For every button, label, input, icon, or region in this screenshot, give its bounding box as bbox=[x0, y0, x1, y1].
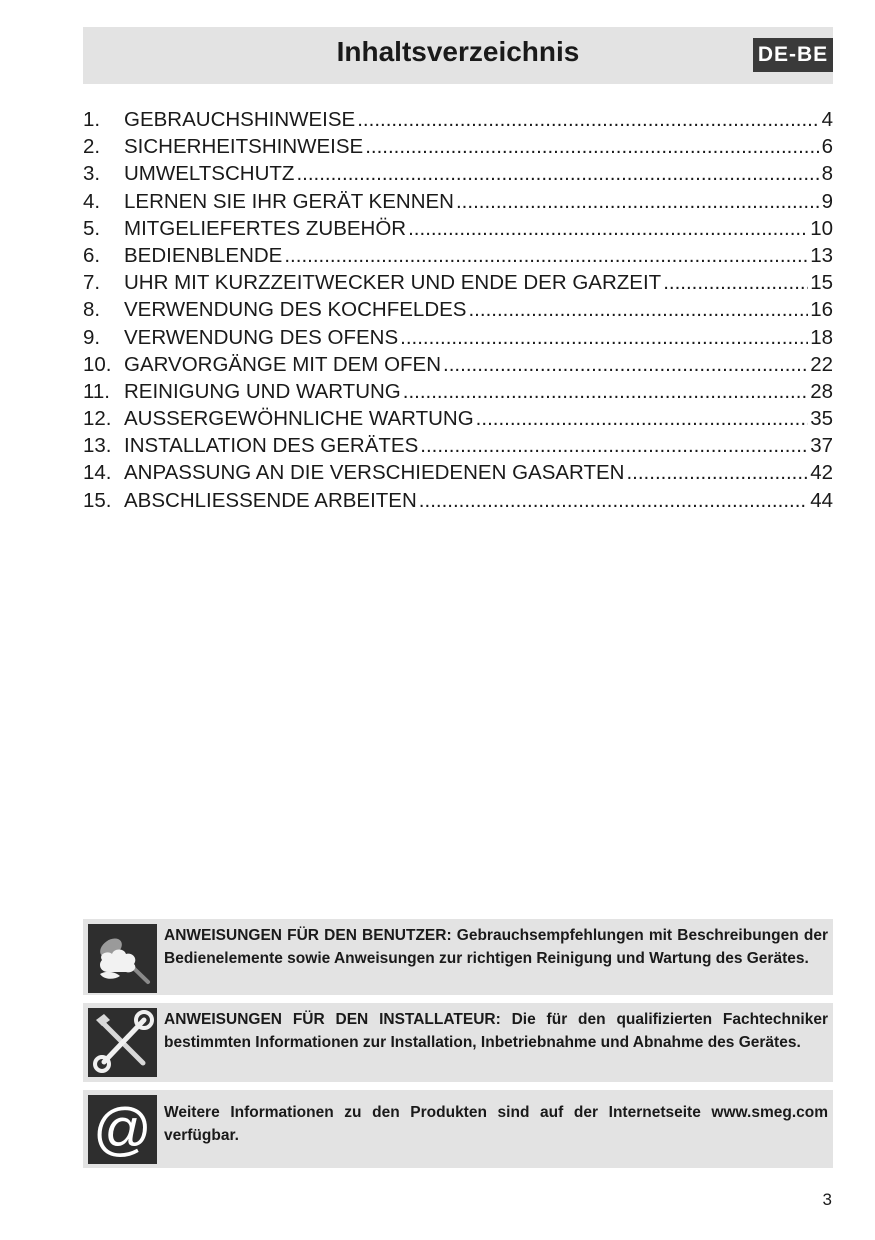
page-header bbox=[83, 27, 833, 84]
toc-entry bbox=[83, 106, 833, 133]
toc-entry-title: REINIGUNG UND WARTUNG bbox=[124, 379, 401, 403]
toc-entry-page: 4 bbox=[821, 108, 833, 131]
toc-entry-page: 35 bbox=[810, 407, 833, 431]
page-title: Inhaltsverzeichnis bbox=[336, 36, 580, 67]
toc-entry-title: UHR MIT KURZZEITWECKER UND ENDE DER GARZEIT bbox=[124, 271, 662, 295]
toc-entry-title: UMWELTSCHUTZ bbox=[124, 162, 295, 186]
toc-entry bbox=[83, 269, 833, 296]
toc-entry-number: 14. bbox=[83, 461, 112, 485]
user-instructions-text: ANWEISUNGEN FÜR DEN BENUTZER: Gebrauchsempfehlungen mit Beschreibungen der Bedienelemente sowie Anweisungen zur richtigen Reinigung und Wartung des Gerätes. bbox=[164, 927, 828, 967]
toc-entry-number: 4. bbox=[83, 189, 101, 213]
toc-entry bbox=[83, 160, 833, 187]
toc-entry-title: VERWENDUNG DES KOCHFELDES bbox=[124, 298, 467, 322]
toc-dot-leader bbox=[626, 459, 808, 486]
svg-text:@: @ bbox=[93, 1097, 152, 1162]
installer-instructions-text: ANWEISUNGEN FÜR DEN INSTALLATEUR: Die für den qualifizierten Fachtechniker bestimmten Informationen zur Installation, Inbetriebnahme und Abnahme des Gerätes. bbox=[164, 1011, 828, 1051]
toc-entry bbox=[83, 324, 833, 351]
info-box-web bbox=[83, 1090, 833, 1168]
table-of-contents bbox=[83, 106, 833, 514]
toc-entry-number: 8. bbox=[83, 298, 101, 322]
toc-entry-number: 6. bbox=[83, 243, 101, 267]
toc-dot-leader bbox=[357, 106, 819, 133]
toc-dot-leader bbox=[408, 215, 808, 242]
toc-dot-leader bbox=[296, 160, 819, 187]
info-box-user bbox=[83, 919, 833, 995]
toc-entry-page: 22 bbox=[810, 352, 833, 376]
toc-dot-leader bbox=[403, 378, 808, 405]
toc-entry bbox=[83, 432, 833, 459]
toc-entry-page: 13 bbox=[810, 243, 833, 267]
toc-entry-number: 10. bbox=[83, 352, 112, 376]
toc-entry-page: 10 bbox=[810, 216, 833, 240]
toc-dot-leader bbox=[400, 324, 808, 351]
toc-entry-title: GARVORGÄNGE MIT DEM OFEN bbox=[124, 352, 442, 376]
toc-entry-page: 18 bbox=[810, 325, 833, 349]
toc-entry bbox=[83, 351, 833, 378]
toc-entry-title: GEBRAUCHSHINWEISE bbox=[124, 108, 356, 131]
toc-dot-leader bbox=[468, 296, 808, 323]
toc-entry-number: 2. bbox=[83, 135, 101, 159]
language-badge: DE-BE bbox=[753, 38, 833, 72]
toc-entry bbox=[83, 215, 833, 242]
toc-dot-leader bbox=[456, 188, 820, 215]
toc-entry-number: 9. bbox=[83, 325, 101, 349]
toc-entry-page: 6 bbox=[821, 135, 833, 159]
at-sign-icon bbox=[88, 1095, 157, 1164]
toc-entry-number: 1. bbox=[83, 108, 101, 131]
toc-entry bbox=[83, 296, 833, 323]
toc-entry-title: AUSSERGEWÖHNLICHE WARTUNG bbox=[124, 407, 474, 431]
toc-entry bbox=[83, 405, 833, 432]
toc-dot-leader bbox=[365, 133, 819, 160]
toc-entry-number: 3. bbox=[83, 162, 101, 186]
user-instructions-icon bbox=[88, 924, 157, 993]
toc-entry-page: 8 bbox=[821, 162, 833, 186]
toc-entry-number: 13. bbox=[83, 434, 112, 458]
toc-entry bbox=[83, 459, 833, 486]
toc-entry-title: VERWENDUNG DES OFENS bbox=[124, 325, 399, 349]
toc-dot-leader bbox=[284, 242, 808, 269]
toc-entry-page: 9 bbox=[821, 189, 833, 213]
toc-entry-title: MITGELIEFERTES ZUBEHÖR bbox=[124, 216, 407, 240]
toc-entry-page: 28 bbox=[810, 379, 833, 403]
toc-entry bbox=[83, 378, 833, 405]
toc-entry-page: 16 bbox=[810, 298, 833, 322]
toc-dot-leader bbox=[419, 487, 808, 514]
toc-entry-page: 15 bbox=[810, 271, 833, 295]
toc-entry-page: 42 bbox=[810, 461, 833, 485]
toc-entry-title: INSTALLATION DES GERÄTES bbox=[124, 434, 419, 458]
toc-entry bbox=[83, 487, 833, 514]
page-number: 3 bbox=[822, 1190, 832, 1209]
toc-entry-page: 44 bbox=[810, 488, 833, 512]
toc-entry-number: 5. bbox=[83, 216, 101, 240]
web-info-text: Weitere Informationen zu den Produkten sind auf der Internetseite www.smeg.com verfügbar. bbox=[164, 1104, 828, 1144]
toc-entry-number: 11. bbox=[83, 379, 110, 403]
toc-entry bbox=[83, 133, 833, 160]
toc-dot-leader bbox=[443, 351, 808, 378]
installer-tools-icon bbox=[88, 1008, 157, 1077]
toc-entry bbox=[83, 188, 833, 215]
toc-entry-number: 7. bbox=[83, 271, 101, 295]
info-box-installer bbox=[83, 1003, 833, 1082]
toc-dot-leader bbox=[476, 405, 809, 432]
toc-entry-number: 12. bbox=[83, 407, 112, 431]
toc-entry-number: 15. bbox=[83, 488, 112, 512]
toc-entry-title: SICHERHEITSHINWEISE bbox=[124, 135, 364, 159]
toc-entry-page: 37 bbox=[810, 434, 833, 458]
toc-entry-title: LERNEN SIE IHR GERÄT KENNEN bbox=[124, 189, 454, 213]
toc-dot-leader bbox=[420, 432, 808, 459]
toc-entry-title: ABSCHLIESSENDE ARBEITEN bbox=[124, 488, 417, 512]
toc-entry-title: ANPASSUNG AN DIE VERSCHIEDENEN GASARTEN bbox=[124, 461, 625, 485]
toc-dot-leader bbox=[663, 269, 808, 296]
toc-entry-title: BEDIENBLENDE bbox=[124, 243, 283, 267]
toc-entry bbox=[83, 242, 833, 269]
